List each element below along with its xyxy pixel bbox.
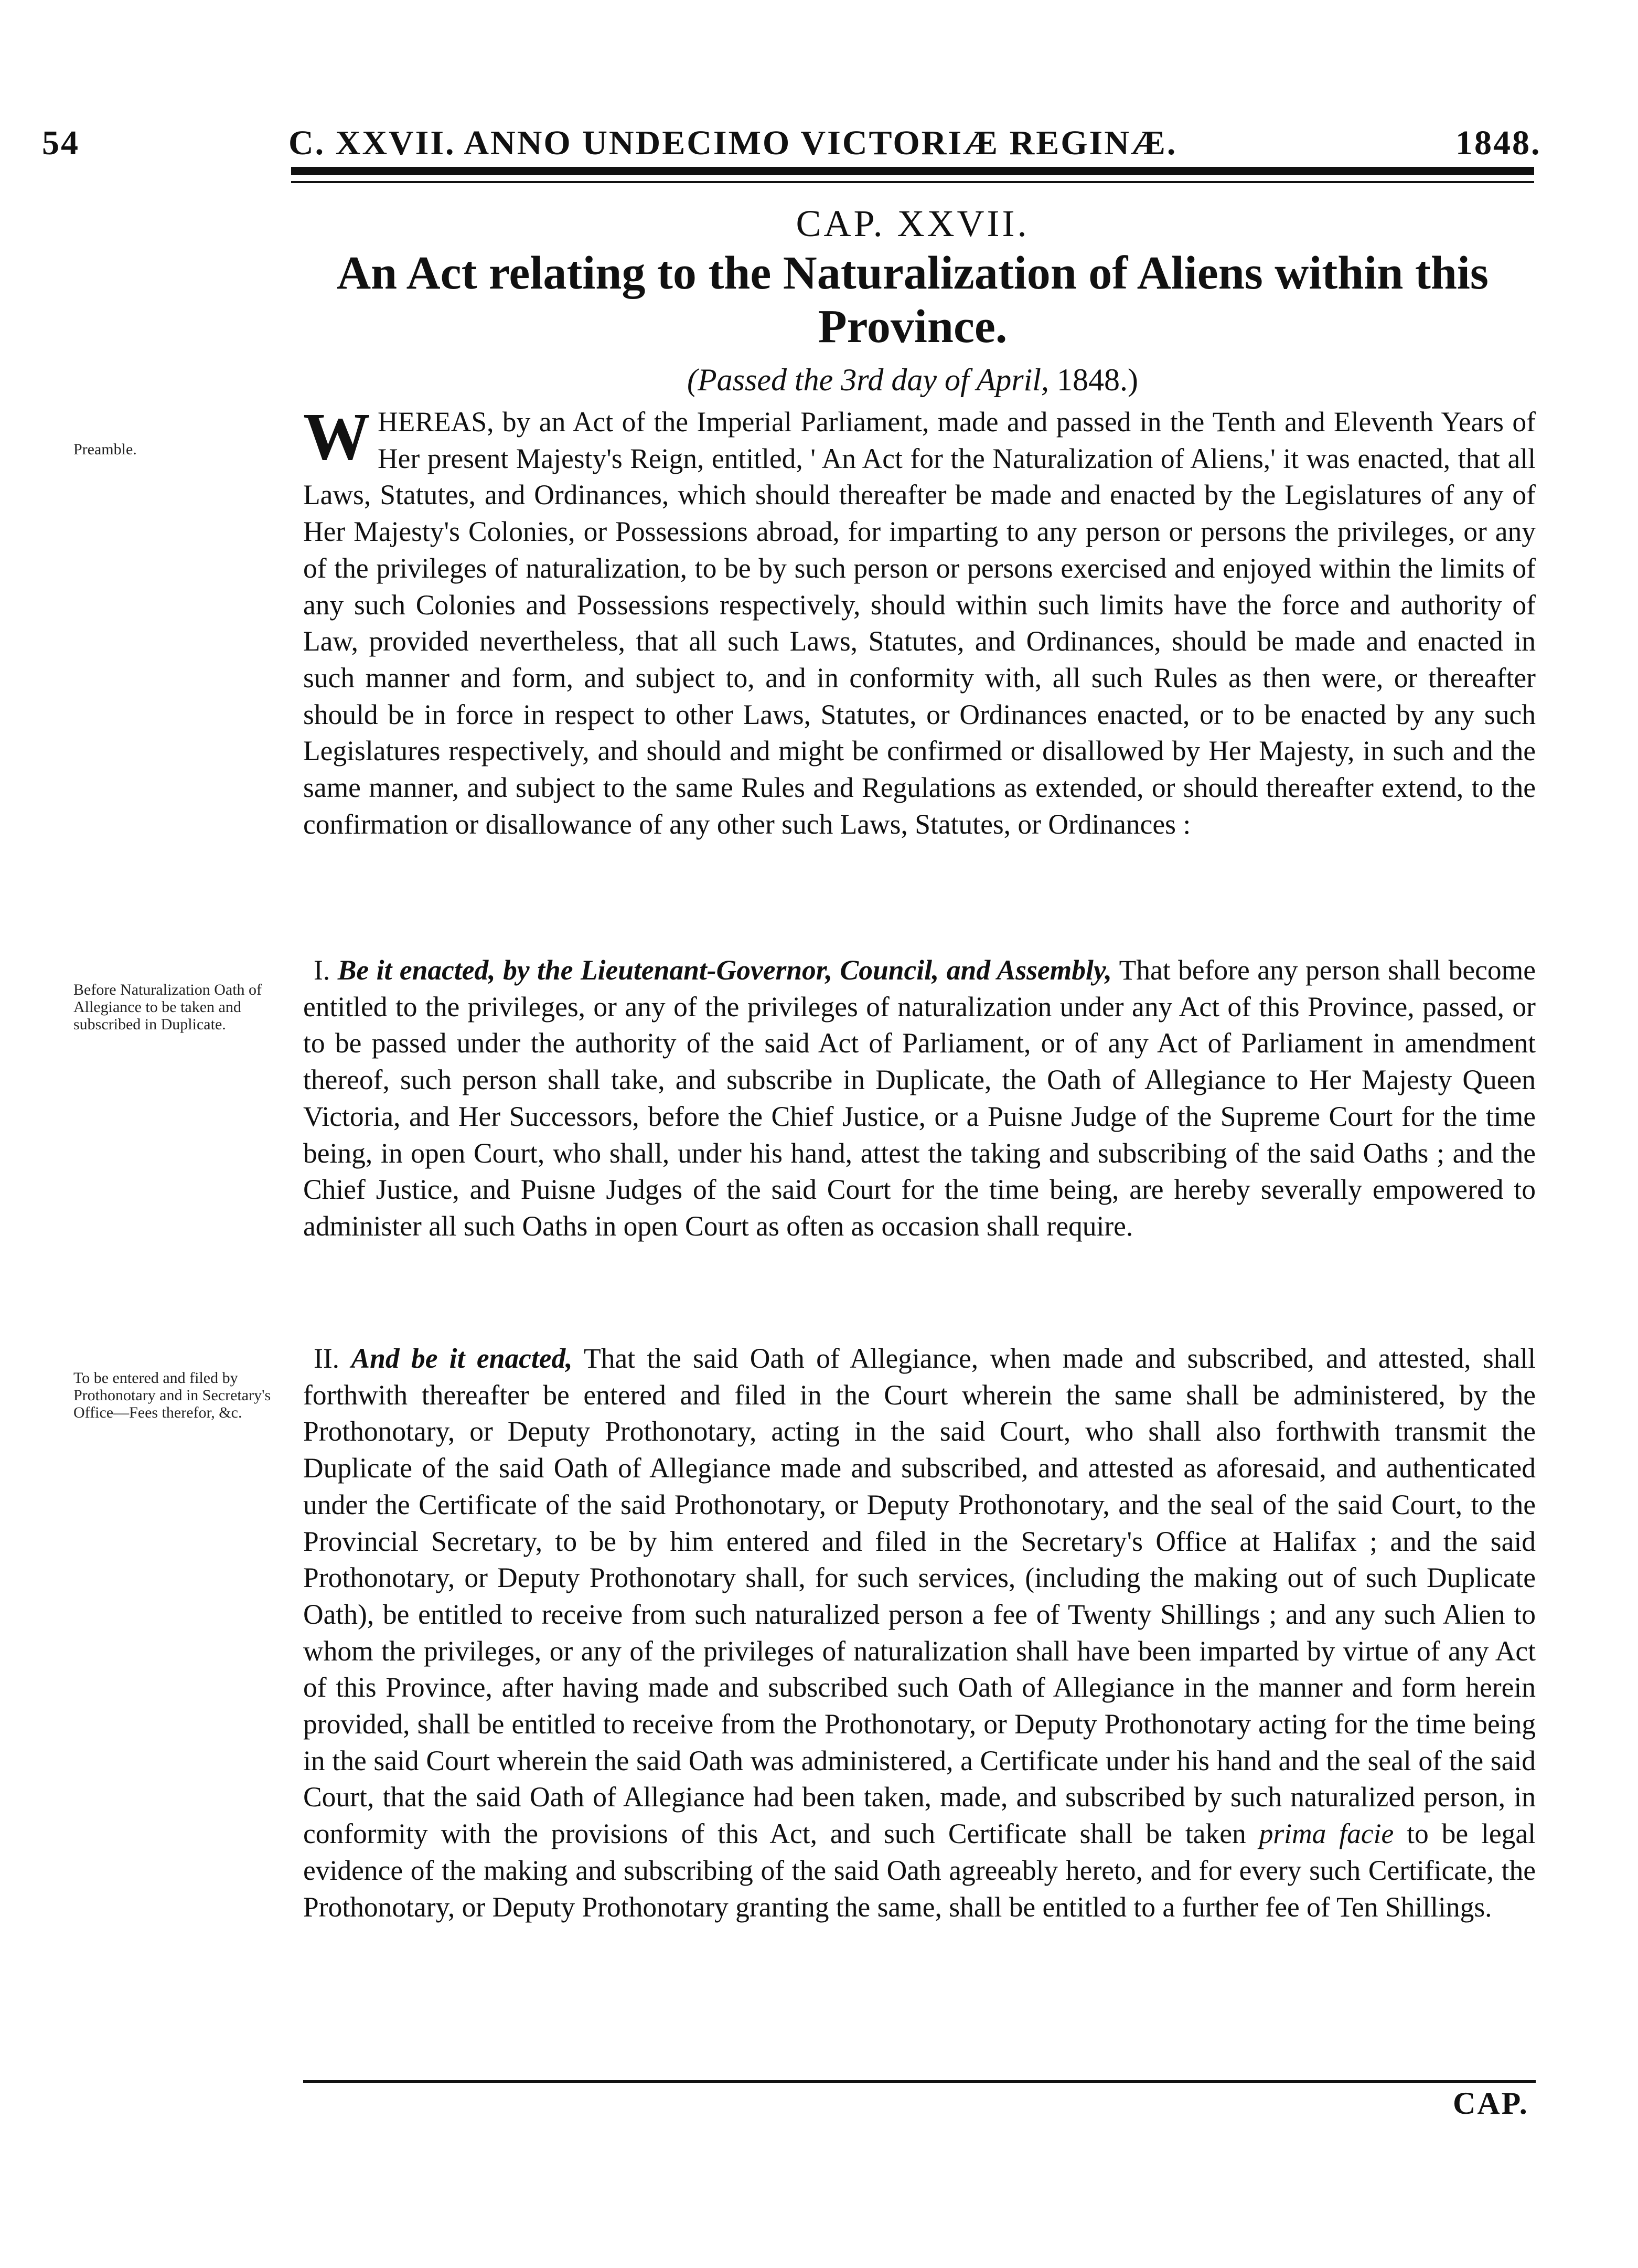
- margin-note-section-2: To be entered and filed by Prothonotary and in Secretary's Office—Fees therefor, &c.: [73, 1369, 271, 1421]
- passed-date-text: (Passed the 3rd day of April,: [687, 363, 1049, 397]
- section-1-paragraph: [303, 952, 1536, 1245]
- margin-note-preamble: Preamble.: [73, 441, 137, 458]
- section-2-number: II.: [314, 1343, 340, 1374]
- running-head: C. XXVII. ANNO UNDECIMO VICTORIÆ REGINÆ.: [288, 124, 1177, 162]
- passed-date: [291, 362, 1534, 398]
- chapter-number: CAP. XXVII.: [796, 203, 1030, 244]
- section-1-text: That before any person shall become entitled to the privileges, or any of the privileges of naturalization under any Act of this Province, passed, or to be passed under the authority of the said Act of Parliament, or of any Act of Parliament in amendment thereof, such person shall take, and subscribe in Duplicate, the Oath of Allegiance to Her Majesty Queen Victoria, and Her Successors, before the Chief Justice, or a Puisne Judge of the Supreme Court for the time being, in open Court, who shall, under his hand, attest the taking and subscribing of the said Oaths ; and the Chief Justice, and Puisne Judges of the said Court for the time being, are hereby severally empowered to administer all such Oaths in open Court as often as occasion shall require.: [303, 954, 1536, 1242]
- catchword: CAP.: [1453, 2086, 1529, 2121]
- section-2-italic: prima facie: [1259, 1818, 1394, 1850]
- preamble-text: HEREAS, by an Act of the Imperial Parliament, made and passed in the Tenth and Eleventh Years of Her present Majesty's Reign, entitled, ' An Act for the Naturalization of Aliens,' it was enacted, that all Laws, Statutes, and Ordinances, which should thereafter be made and enacted by the Legislatures of any of Her Majesty's Colonies, or Possessions abroad, for imparting to any person or persons the privileges, or any of the privileges of naturalization, to be by such person or persons exercised and enjoyed within the limits of any such Colonies and Possessions respectively, should within such limits have the force and authority of Law, provided nevertheless, that all such Laws, Statutes, and Ordinances, should be made and enacted in such manner and form, and subject to, and in conformity with, all such Rules as then were, or thereafter should be in force in respect to other Laws, Statutes, or Ordinances enacted, or to be enacted by any such Legislatures respectively, and should and might be confirmed or disallowed by Her Majesty, in such and the same manner, and subject to the same Rules and Regulations as extended, or should thereafter extend, to the confirmation or disallowance of any other such Laws, Statutes, or Ordinances :: [303, 406, 1536, 840]
- preamble-paragraph: [303, 399, 1536, 843]
- header-year: 1848.: [1455, 124, 1541, 162]
- header-rule-thick: [291, 167, 1534, 175]
- page-number: 54: [42, 124, 80, 162]
- footer-rule: [303, 2080, 1536, 2083]
- header-rule-thin: [291, 181, 1534, 183]
- section-1-lead: Be it enacted, by the Lieutenant-Governor, Council, and Assembly,: [337, 954, 1112, 986]
- section-1-number: I.: [314, 954, 330, 986]
- margin-note-section-1: Before Naturalization Oath of Allegiance to be taken and subscribed in Duplicate.: [73, 981, 262, 1033]
- section-2-text-b: to be legal evidence of the making and subscribing of the said Oath agreeably hereto, and for every such Certificate, the Prothonotary, or Deputy Prothonotary granting the same, shall be entitled to a further fee of Ten Shillings.: [303, 1818, 1536, 1923]
- act-title: An Act relating to the Naturalization of Aliens within this Province.: [337, 247, 1489, 353]
- section-2-paragraph: [303, 1340, 1536, 1925]
- drop-cap: W: [303, 399, 370, 474]
- passed-date-year: 1848.): [1056, 363, 1138, 397]
- section-2-lead: And be it enacted,: [351, 1343, 573, 1374]
- section-2-text-a: That the said Oath of Allegiance, when made and subscribed, and attested, shall forthwith thereafter be entered and filed in the Court wherein the same shall be administered, by the Prothonotary, or Deputy Prothonotary, acting in the said Court, who shall also forthwith transmit the Duplicate of the said Oath of Allegiance made and subscribed, and attested as aforesaid, and authenticated under the Certificate of the said Prothonotary, or Deputy Prothonotary, and the seal of the said Court, to the Provincial Secretary, to be by him entered and filed in the Secretary's Office at Halifax ; and the said Prothonotary, or Deputy Prothonotary shall, for such services, (including the making out of such Duplicate Oath), be entitled to receive from such naturalized person a fee of Twenty Shillings ; and any such Alien to whom the privileges, or any of the privileges of naturalization shall have been imparted by virtue of any Act of this Province, after having made and subscribed such Oath of Allegiance in the manner and form herein provided, shall be entitled to receive from the Prothonotary, or Deputy Prothonotary acting for the time being in the said Court wherein the said Oath was administered, a Certificate under his hand and the seal of the said Court, that the said Oath of Allegiance had been taken, made, and subscribed by such naturalized person, in conformity with the provisions of this Act, and such Certificate shall be taken: [303, 1343, 1536, 1850]
